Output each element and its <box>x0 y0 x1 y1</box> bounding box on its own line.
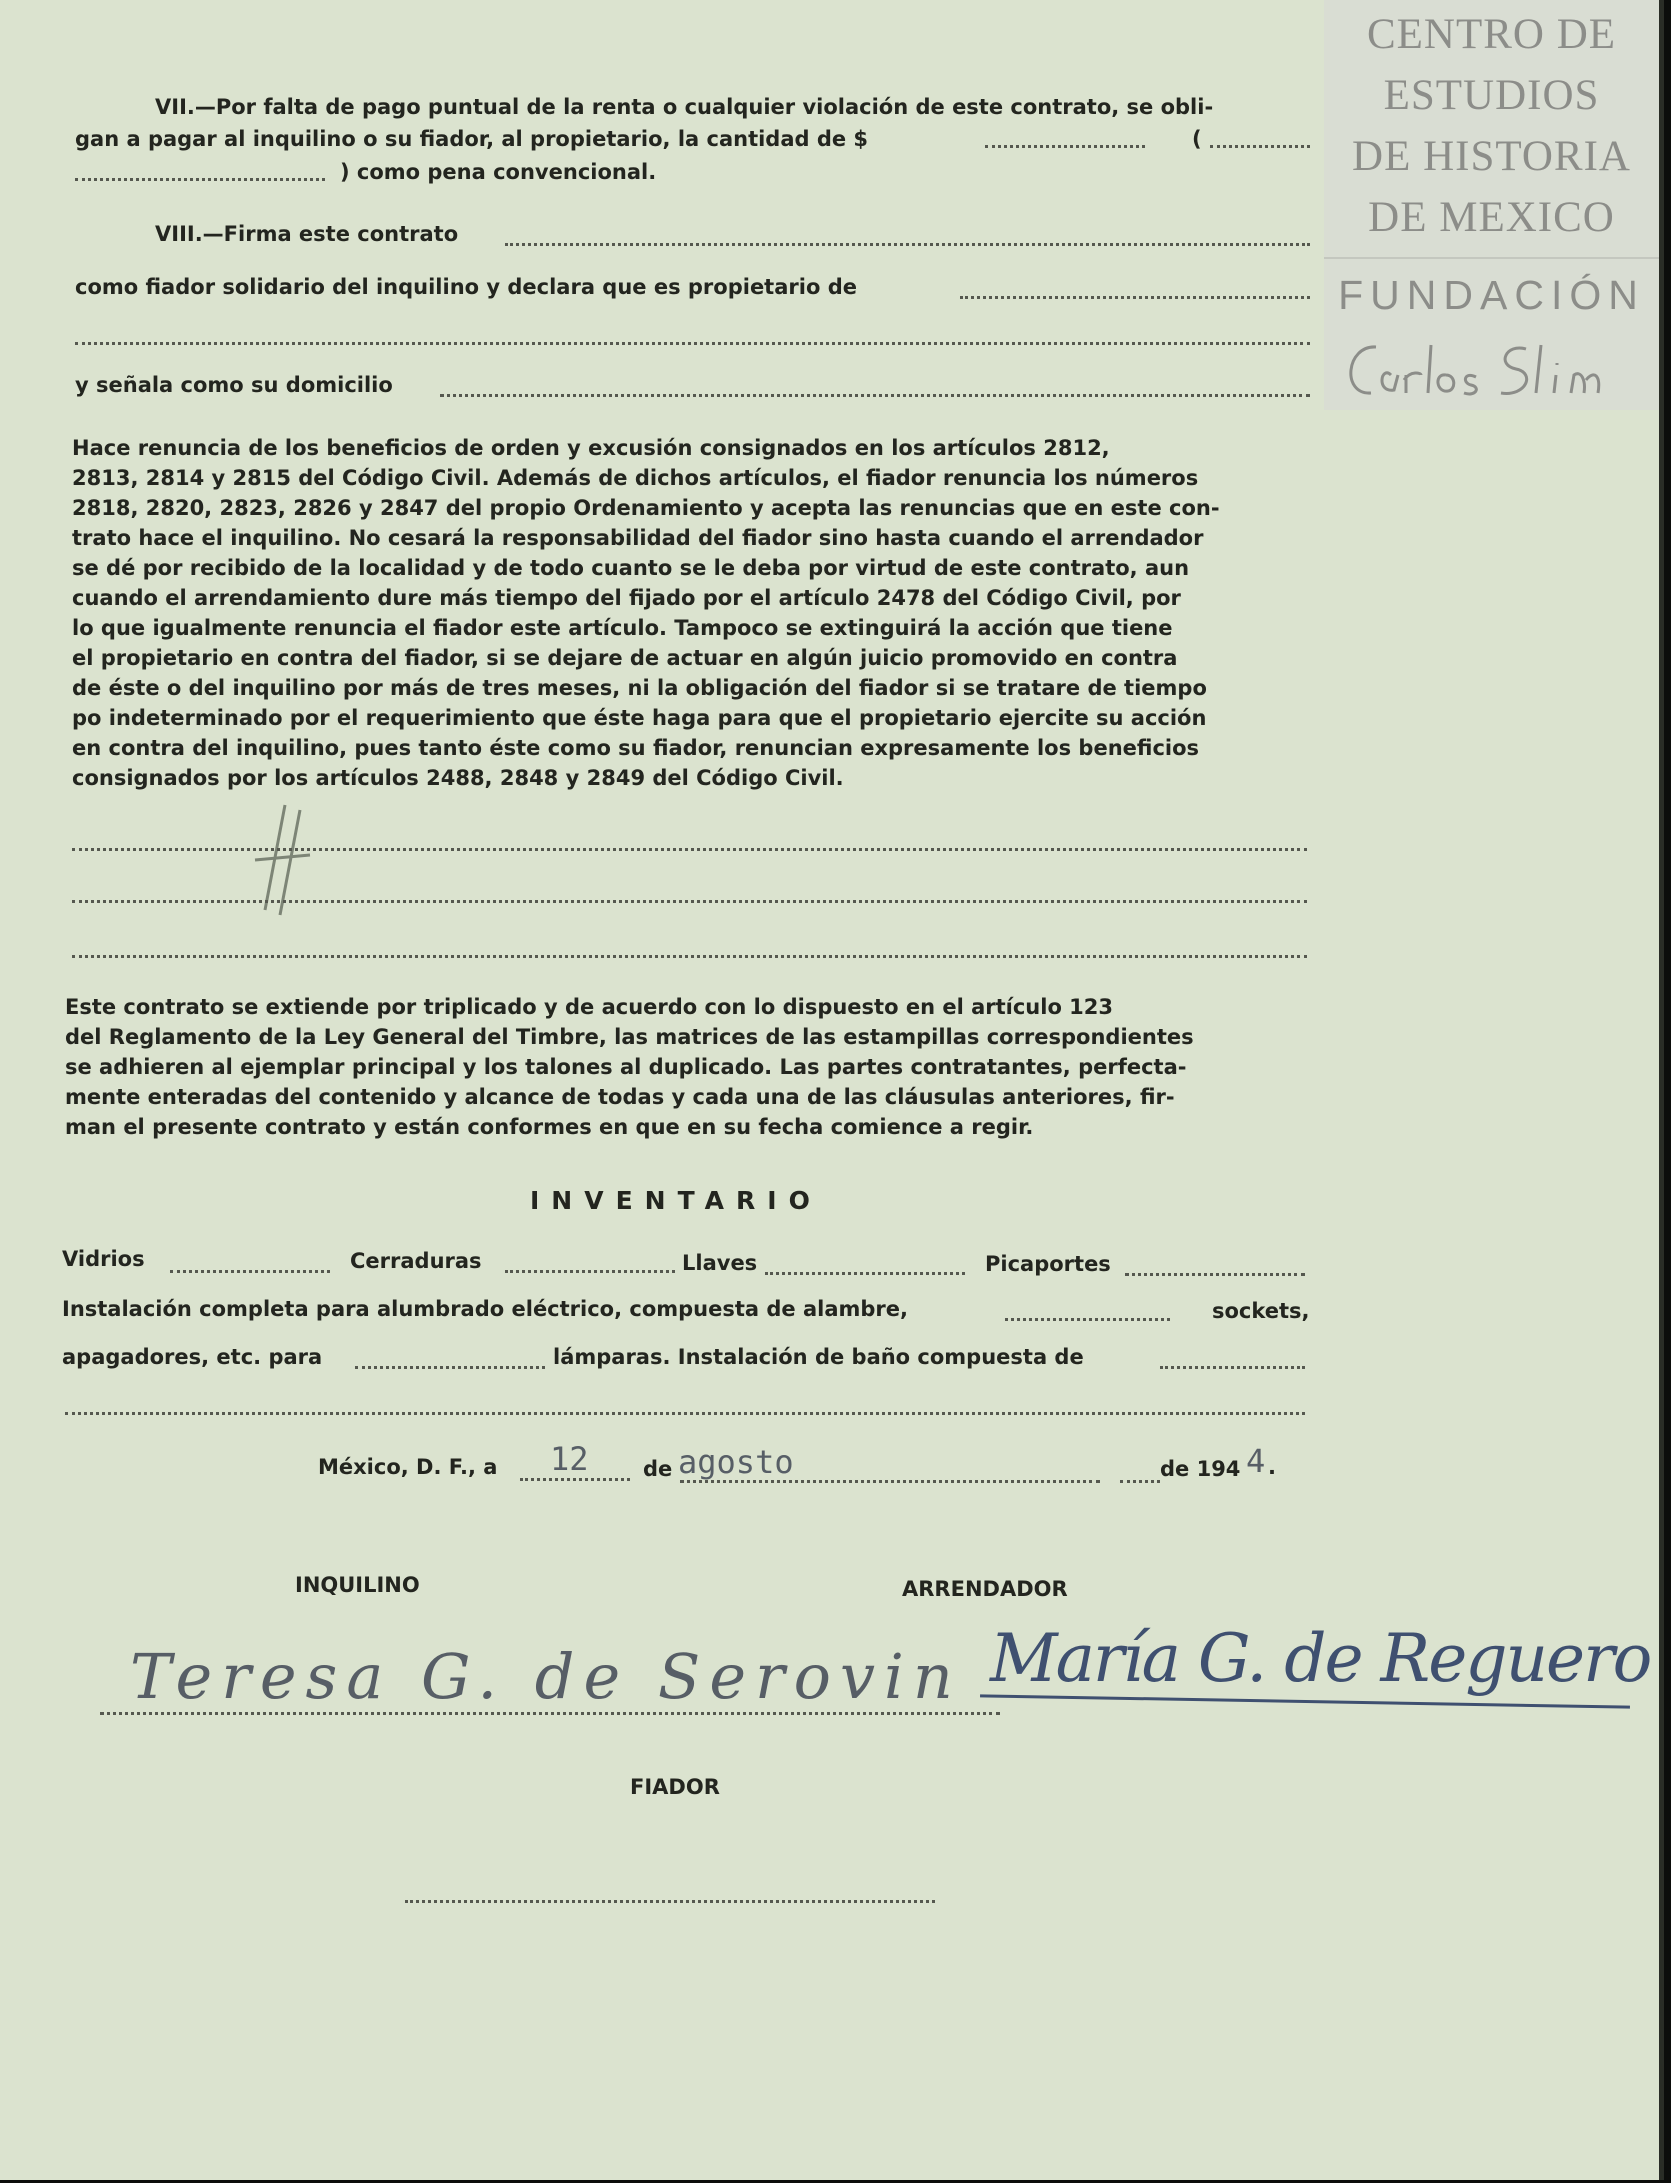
property-blank-1 <box>960 296 1310 299</box>
blank-line-3 <box>72 955 1307 958</box>
inventario-llaves: Llaves <box>682 1251 758 1275</box>
date-year-digit: 4 <box>1246 1442 1266 1480</box>
archive-watermark <box>1324 0 1659 410</box>
day-blank <box>520 1478 630 1481</box>
bano-blank-2 <box>65 1412 1305 1415</box>
alambre-blank <box>1005 1318 1170 1321</box>
date-day-typed: 12 <box>550 1440 589 1478</box>
clause-viii-line-1: VIII.—Firma este contrato <box>155 222 459 246</box>
inventario-lamparas: lámparas. Instalación de baño compuesta de <box>553 1345 1084 1369</box>
date-end-dot: . <box>1268 1455 1276 1479</box>
blank-line-2 <box>72 900 1307 903</box>
inventario-sockets: sockets, <box>1212 1299 1310 1323</box>
fiador-name-blank <box>505 243 1310 246</box>
inventario-instalacion: Instalación completa para alumbrado eléctrico, compuesta de alambre, <box>62 1297 909 1321</box>
apagadores-blank <box>355 1366 545 1369</box>
blank-line-1 <box>72 848 1307 851</box>
watermark-line-2: ESTUDIOS <box>1383 72 1600 119</box>
triplicado-paragraph: Este contrato se extiende por triplicado y de acuerdo con lo dispuesto en el artículo 123 del Reglamento de la Ley General del Timbre, las matrices de las estampillas correspondientes se adhieren al ejemplar principal y los talones al duplicado. Las partes contratantes, perfecta- mente enteradas del contenido y alcance de todas y cada una de las cláusulas anteriores, fir- man el presente contrato y están conformes en que en su fecha comience a regir. <box>65 995 1194 1139</box>
watermark-foundation: FUNDACIÓN <box>1338 272 1645 318</box>
vidrios-blank <box>170 1270 330 1273</box>
arrendador-label: ARRENDADOR <box>902 1577 1068 1601</box>
llaves-blank <box>765 1272 965 1275</box>
date-de-2: de 194 <box>1160 1457 1241 1481</box>
cerraduras-blank <box>505 1270 675 1273</box>
property-blank-2 <box>75 342 1310 345</box>
domicilio-blank <box>440 394 1310 397</box>
inventario-apagadores: apagadores, etc. para <box>62 1345 323 1369</box>
date-prefix: México, D. F., a <box>318 1455 498 1479</box>
watermark-line-3: DE HISTORIA <box>1352 133 1631 180</box>
inventario-picaportes: Picaportes <box>985 1252 1111 1276</box>
inquilino-signature: Teresa G. de Serovin <box>130 1640 962 1713</box>
inventario-vidrios: Vidrios <box>62 1247 145 1271</box>
renuncia-paragraph: Hace renuncia de los beneficios de orden y excusión consignados en los artículos 2812, 2813, 2814 y 2815 del Código Civil. Además de dichos artículos, el fiador renuncia los números 2818, 2820, 2823, 2826 y 2847 del propio Ordenamiento y acepta las renuncias que en este con- trato hace el inquilino. No cesará la responsabilidad del fiador sino hasta cuando el arrendador se dé por recibido de la localidad y de todo cuanto se le deba por virtud de este contrato, aun cuando el arrendamiento dure más tiempo del fijado por el artículo 2478 del Código Civil, por lo que igualmente renuncia el fiador este artículo. Tampoco se extinguirá la acción que tiene el propietario en contra del fiador, si se dejare de actuar en algún juicio promovido en contra de éste o del inquilino por más de tres meses, ni la obligación del fiador si se tratare de tiempo po indeterminado por el requerimiento que éste haga para que el propietario ejercite su acción en contra del inquilino, pues tanto éste como su fiador, renuncian expresamente los beneficios consignados por los artículos 2488, 2848 y 2849 del Código Civil. <box>72 436 1220 790</box>
amount-words-blank-1 <box>1210 145 1310 148</box>
clause-vii-line-2: gan a pagar al inquilino o su fiador, al propietario, la cantidad de $ <box>75 127 869 151</box>
watermark-line-4: DE MEXICO <box>1368 194 1615 241</box>
clause-vii-line-1: VII.—Por falta de pago puntual de la renta o cualquier violación de este contrato, se obli- <box>155 95 1214 119</box>
inventario-heading: INVENTARIO <box>530 1186 822 1215</box>
fiador-signature-line <box>405 1900 935 1903</box>
pencil-mark <box>245 800 315 935</box>
bano-blank-1 <box>1160 1366 1305 1369</box>
inventario-cerraduras: Cerraduras <box>350 1249 482 1273</box>
clause-vii-paren: ( <box>1192 127 1202 151</box>
clause-viii-line-4: y señala como su domicilio <box>75 373 393 397</box>
arrendador-signature: María G. de Reguero <box>990 1620 1651 1697</box>
fiador-label: FIADOR <box>630 1775 720 1799</box>
clause-vii-line-3: ) como pena convencional. <box>340 160 657 184</box>
date-month-typed: agosto <box>678 1443 794 1481</box>
carlos-slim-logo-icon <box>1336 335 1656 405</box>
watermark-divider <box>1324 257 1659 259</box>
amount-blank <box>985 145 1145 148</box>
watermark-line-1: CENTRO DE <box>1366 11 1617 58</box>
gap-blank <box>1120 1480 1160 1483</box>
picaportes-blank <box>1125 1273 1305 1276</box>
watermark-signature-logo <box>1336 335 1656 420</box>
date-de-1: de <box>643 1457 673 1481</box>
amount-words-blank-2 <box>75 178 325 181</box>
clause-viii-line-2: como fiador solidario del inquilino y declara que es propietario de <box>75 275 857 299</box>
inquilino-label: INQUILINO <box>295 1573 420 1597</box>
